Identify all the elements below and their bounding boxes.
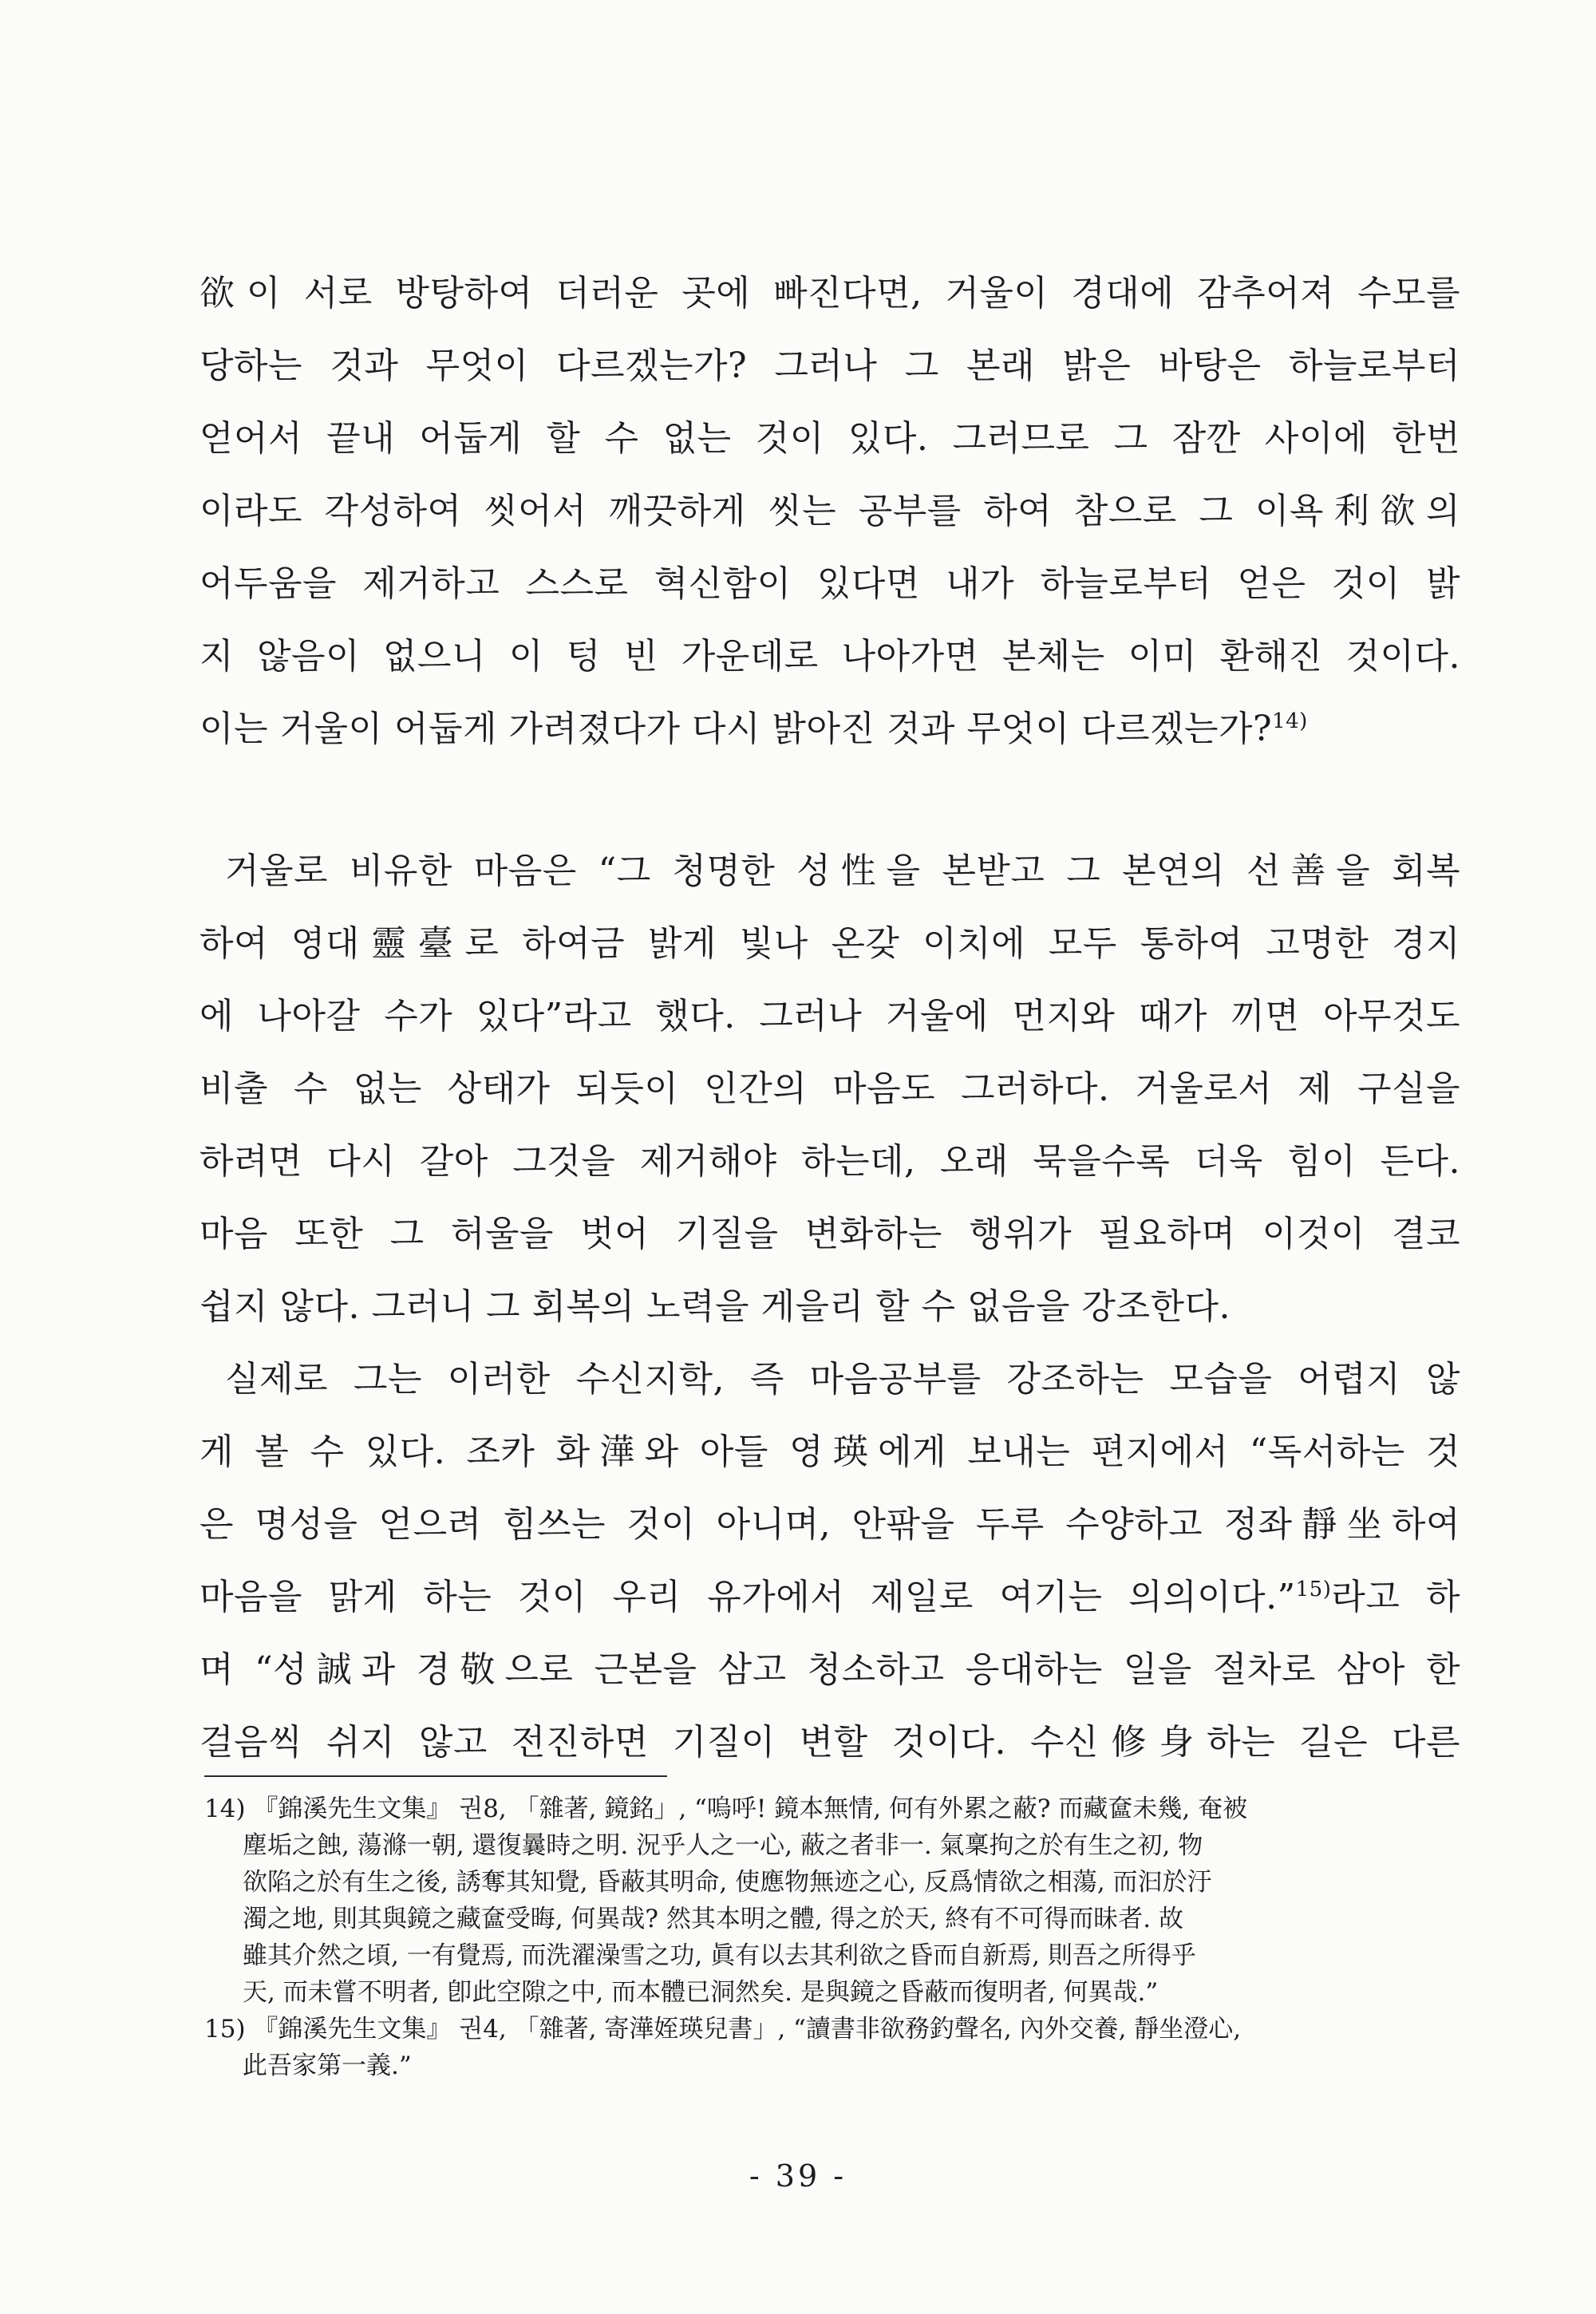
footnote-14-line: 濁之地, 則其與鏡之藏奩受晦, 何異哉? 然其本明之體, 得之於天, 終有不可得而昧者. 故 xyxy=(243,1905,1184,1933)
text-line-content: 이는 거울이 어둡게 가려졌다가 다시 밝아진 것과 무엇이 다르겠는가? xyxy=(200,709,1273,749)
footnotes xyxy=(204,1791,1473,2084)
body-text xyxy=(200,1343,1460,1779)
footnote-14-line: 塵垢之蝕, 蕩滌一朝, 還復曩時之明. 況乎人之一心, 蔽之者非一. 氣稟拘之於有生之初, 物 xyxy=(243,1831,1203,1860)
footnote-15-line: 15) 『錦溪先生文集』 권4, 「雜著, 寄澕姪瑛兒書」, “讀書非欲務釣聲名, 內外交養, 靜坐澄心, xyxy=(204,2015,1242,2044)
text-line: 은 명성을 얻으려 힘쓰는 것이 아니며, 안팎을 두루 수양하고 정좌靜坐하여 xyxy=(200,1504,1460,1545)
text-line: 거울로 비유한 마음은 “그 청명한 성性을 본받고 그 본연의 선善을 회복 xyxy=(225,851,1460,891)
footnote-14-line: 欲陷之於有生之後, 誘奪其知覺, 昏蔽其明命, 使應物無迹之心, 反爲情欲之相蕩, 而汩於汙 xyxy=(243,1868,1212,1897)
text-line: 에 나아갈 수가 있다”라고 했다. 그러나 거울에 먼지와 때가 끼면 아무것도 xyxy=(200,996,1460,1037)
body-text xyxy=(200,835,1460,1343)
text-line: 하려면 다시 갈아 그것을 제거해야 하는데, 오래 묵을수록 더욱 힘이 든다. xyxy=(200,1141,1460,1182)
text-line: 하여 영대靈臺로 하여금 밝게 빛나 온갖 이치에 모두 통하여 고명한 경지 xyxy=(200,923,1460,964)
footnote-marker-15[interactable]: 15) xyxy=(1295,1578,1332,1601)
footnote-14-line: 雖其介然之頃, 一有覺焉, 而洗濯澡雪之功, 眞有以去其利欲之昏而自新焉, 則吾之所得乎 xyxy=(243,1941,1196,1970)
text-line: 당하는 것과 무엇이 다르겠는가? 그러나 그 본래 밝은 바탕은 하늘로부터 xyxy=(200,346,1460,386)
text-line: 欲이 서로 방탕하여 더러운 곳에 빠진다면, 거울이 경대에 감추어져 수모를 xyxy=(200,273,1460,314)
text-line: 며 “성誠과 경敬으로 근본을 삼고 청소하고 응대하는 일을 절차로 삼아 한 xyxy=(200,1649,1460,1690)
text-line: 게 볼 수 있다. 조카 화澕와 아들 영瑛에게 보내는 편지에서 “독서하는 것 xyxy=(200,1431,1460,1472)
text-line xyxy=(200,1561,1460,1633)
text-line: 이라도 각성하여 씻어서 깨끗하게 씻는 공부를 하여 참으로 그 이욕利欲의 xyxy=(200,491,1460,531)
text-line-content: 라고 하 xyxy=(1331,1577,1461,1617)
text-line: 비출 수 없는 상태가 되듯이 인간의 마음도 그러하다. 거울로서 제 구실을 xyxy=(200,1068,1460,1109)
text-line: 어두움을 제거하고 스스로 혁신함이 있다면 내가 하늘로부터 얻은 것이 밝 xyxy=(200,563,1460,604)
body-text xyxy=(200,257,1460,765)
page-number: - 39 - xyxy=(749,2158,847,2194)
footnote-15-line: 此吾家第一義.” xyxy=(243,2051,412,2080)
text-line: 지 않음이 없으니 이 텅 빈 가운데로 나아가면 본체는 이미 환해진 것이다. xyxy=(200,636,1460,677)
text-line: 걸음씩 쉬지 않고 전진하면 기질이 변할 것이다. 수신修身하는 길은 다른 xyxy=(200,1722,1460,1763)
footnote-divider xyxy=(204,1775,667,1777)
footnote-14-line: 天, 而未嘗不明者, 卽此空隙之中, 而本體已洞然矣. 是與鏡之昏蔽而復明者, 何異哉.” xyxy=(243,1978,1159,2007)
text-line: 얻어서 끝내 어둡게 할 수 없는 것이 있다. 그러므로 그 잠깐 사이에 한번 xyxy=(200,418,1460,459)
text-line: 실제로 그는 이러한 수신지학, 즉 마음공부를 강조하는 모습을 어렵지 않 xyxy=(225,1359,1460,1400)
text-line: 마음 또한 그 허울을 벗어 기질을 변화하는 행위가 필요하며 이것이 결코 xyxy=(200,1214,1460,1254)
footnote-14-line: 14) 『錦溪先生文集』 권8, 「雜著, 鏡銘」, “嗚呼! 鏡本無情, 何有外累之蔽? 而藏奩未幾, 奄被 xyxy=(204,1795,1248,1823)
text-line-content: 마음을 맑게 하는 것이 우리 유가에서 제일로 여기는 의의이다.” xyxy=(200,1577,1296,1617)
text-line xyxy=(200,693,1460,765)
footnote-marker-14[interactable]: 14) xyxy=(1272,709,1308,733)
text-line: 쉽지 않다. 그러니 그 회복의 노력을 게을리 할 수 없음을 강조한다. xyxy=(200,1286,1231,1327)
